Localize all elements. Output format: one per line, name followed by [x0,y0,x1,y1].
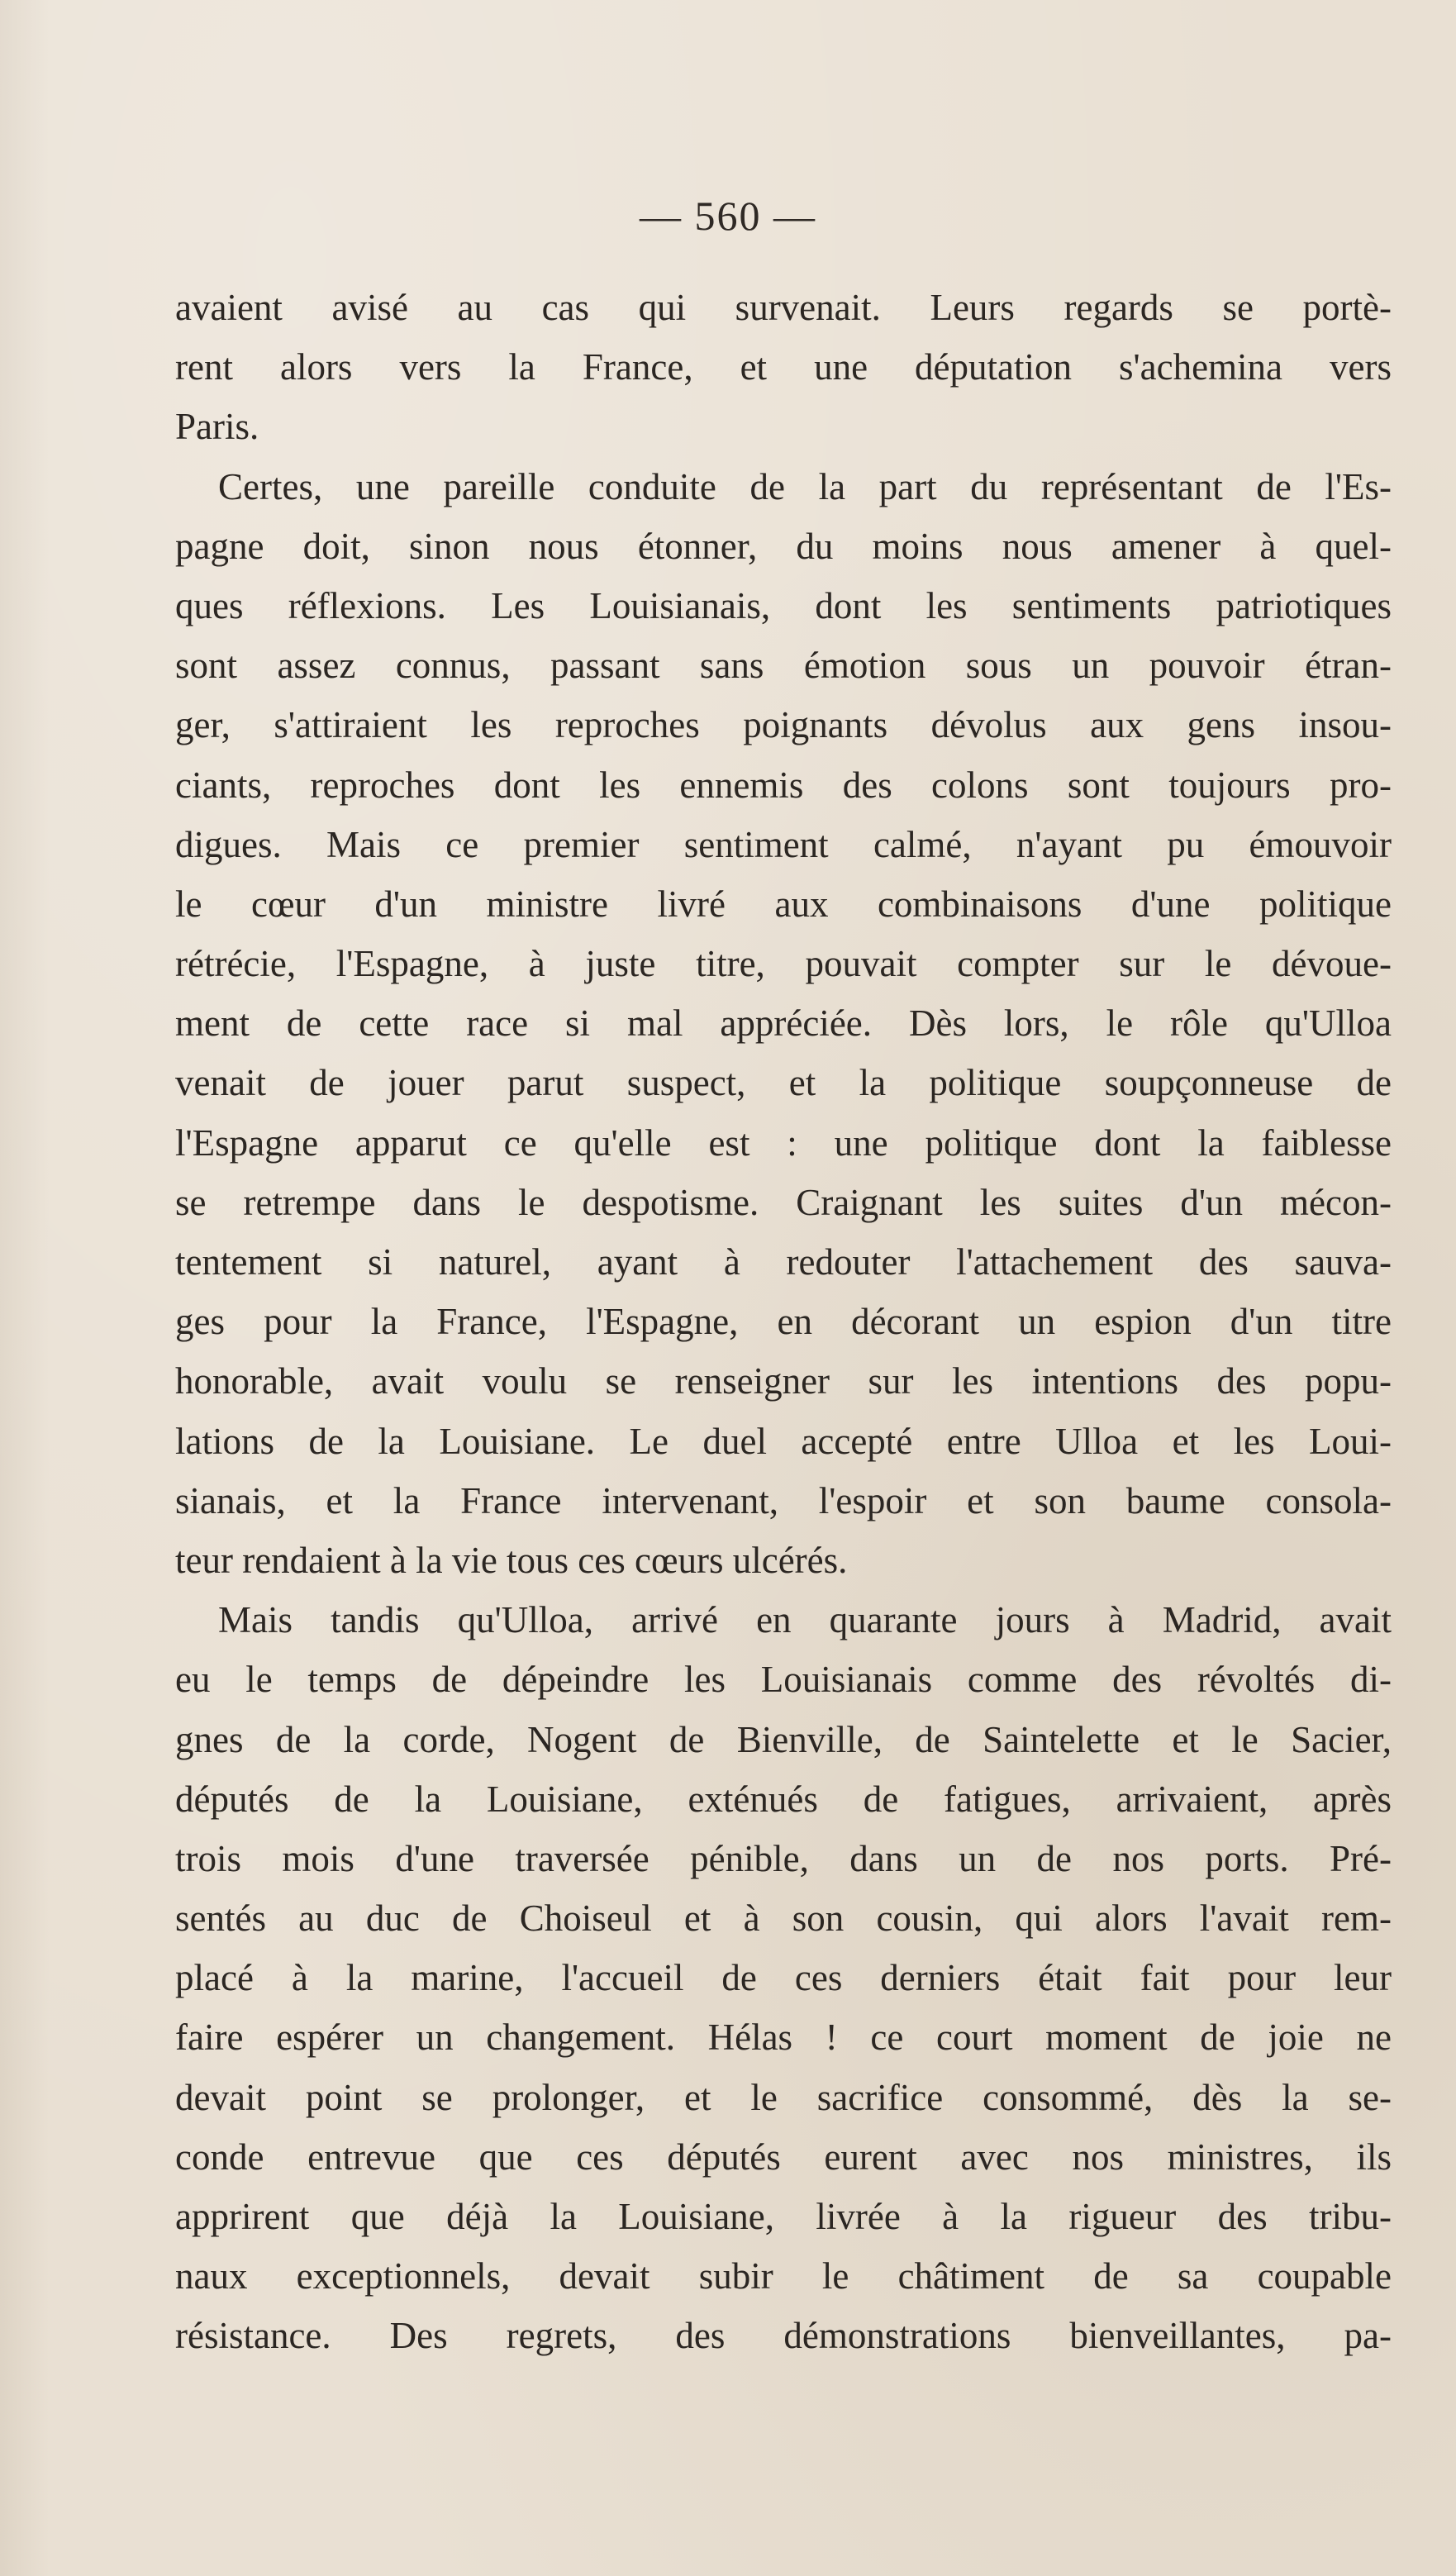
text-line: apprirent que déjà la Louisiane, livrée à la rigueur des tribu- [175,2196,1392,2237]
text-line: faire espérer un changement. Hélas ! ce court moment de joie ne [175,2017,1392,2059]
text-line: avaient avisé au cas qui survenait. Leurs regards se portè- [175,287,1392,328]
text-line: sont assez connus, passant sans émotion sous un pouvoir étran- [175,645,1392,687]
text-line: conde entrevue que ces députés eurent avec nos ministres, ils [175,2136,1392,2178]
page-number: — 560 — [640,193,816,239]
text-line: eu le temps de dépeindre les Louisianais comme des révoltés di- [175,1659,1392,1701]
text-line: ciants, reproches dont les ennemis des colons sont toujours pro- [175,764,1392,806]
text-line: honorable, avait voulu se renseigner sur les intentions des popu- [175,1360,1392,1402]
text-line: gnes de la corde, Nogent de Bienville, de Saintelette et le Sacier, [175,1718,1392,1760]
text-line: devait point se prolonger, et le sacrifice consommé, dès la se- [175,2076,1392,2118]
text-line: naux exceptionnels, devait subir le châtiment de sa coupable [175,2255,1392,2297]
text-line: trois mois d'une traversée pénible, dans un de nos ports. Pré- [175,1837,1392,1879]
text-line: l'Espagne apparut ce qu'elle est : une politique dont la faiblesse [175,1121,1392,1164]
text-line: députés de la Louisiane, exténués de fatigues, arrivaient, après [175,1778,1392,1820]
text-line: rétrécie, l'Espagne, à juste titre, pouvait compter sur le dévoue- [175,943,1392,985]
text-line: le cœur d'un ministre livré aux combinaisons d'une politique [175,883,1392,925]
text-line: placé à la marine, l'accueil de ces derniers était fait pour leur [175,1957,1392,1999]
text-line: pagne doit, sinon nous étonner, du moins nous amener à quel- [175,525,1392,567]
text-line: Paris. [175,406,259,448]
text-line: ques réflexions. Les Louisianais, dont les sentiments patriotiques [175,584,1392,626]
text-line: digues. Mais ce premier sentiment calmé, n'ayant pu émouvoir [175,823,1392,865]
text-line: ment de cette race si mal appréciée. Dès lors, le rôle qu'Ulloa [175,1002,1392,1045]
text-line: ges pour la France, l'Espagne, en décorant un espion d'un titre [175,1301,1392,1343]
text-line: teur rendaient à la vie tous ces cœurs ulcérés. [175,1539,848,1581]
text-line: Mais tandis qu'Ulloa, arrivé en quarante jours à Madrid, avait [218,1599,1392,1641]
text-line: se retrempe dans le despotisme. Craignant les suites d'un mécon- [175,1181,1392,1223]
text-line: ger, s'attiraient les reproches poignants dévolus aux gens insou- [175,704,1392,746]
text-line: lations de la Louisiane. Le duel accepté entre Ulloa et les Loui- [175,1420,1392,1462]
text-line: Certes, une pareille conduite de la part du représentant de l'Es- [218,465,1392,507]
text-line: sianais, et la France intervenant, l'espoir et son baume consola- [175,1479,1392,1521]
text-line: rent alors vers la France, et une députation s'achemina vers [175,346,1392,388]
text-line: venait de jouer parut suspect, et la politique soupçonneuse de [175,1062,1392,1104]
text-line: résistance. Des regrets, des démonstrations bienveillantes, pa- [175,2315,1392,2357]
text-line: sentés au duc de Choiseul et à son cousin, qui alors l'avait rem- [175,1897,1392,1940]
text-line: tentement si naturel, ayant à redouter l'attachement des sauva- [175,1241,1392,1283]
body-text [175,278,1392,2366]
